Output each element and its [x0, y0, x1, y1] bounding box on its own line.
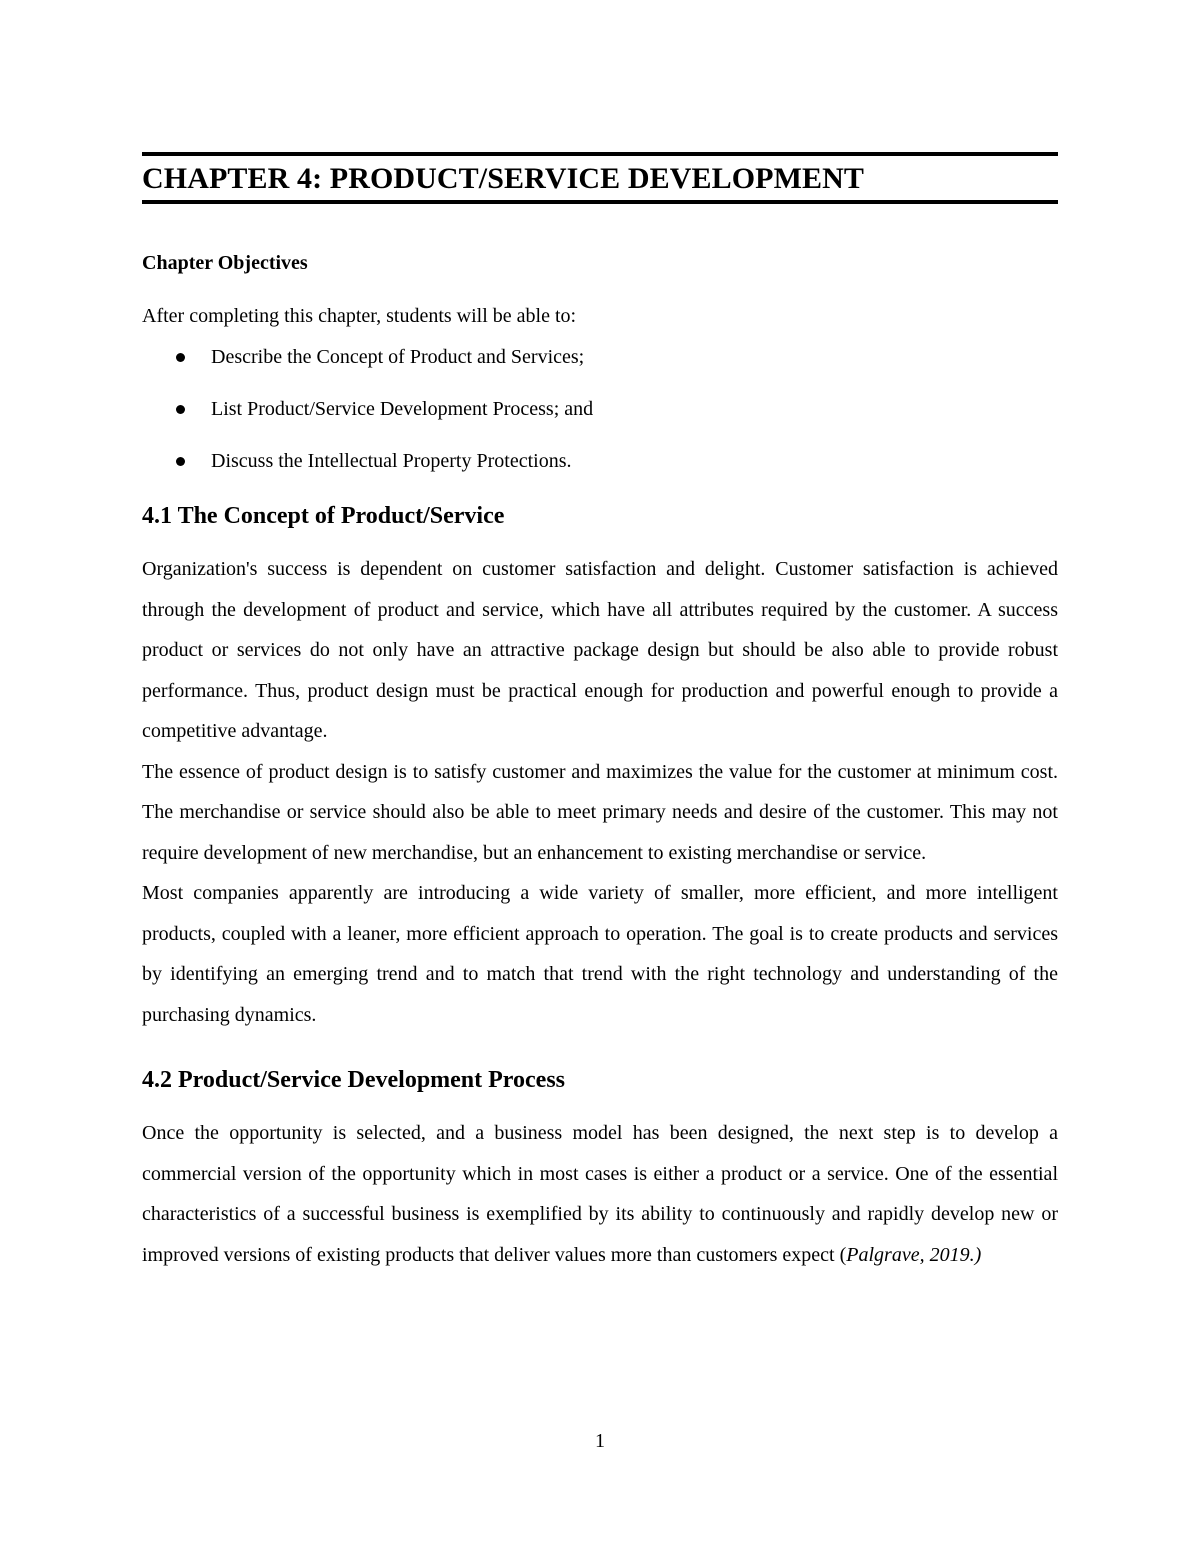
objectives-intro: After completing this chapter, students will be able to: [142, 305, 577, 327]
section2-paragraph-text: Once the opportunity is selected, and a business model has been designed, the next step is to develop a commercial version of the opportunity which in most cases is either a product or a service. One of the essential characteristics of a successful business is exemplified by its ability to continuously and rapidly develop new or improved versions of existing products that deliver values more than customers expect [142, 1122, 1058, 1266]
objective-item [142, 345, 1058, 369]
section2-paragraph-1 [142, 1113, 1058, 1275]
title-rule-bottom [142, 200, 1058, 204]
section1-paragraph-2: The essence of product design is to satisfy customer and maximizes the value for the customer at minimum cost. The merchandise or service should also be able to meet primary needs and desire of the customer. This may not require development of new merchandise, but an enhancement to existing merchandise or service. [142, 760, 1058, 864]
section-heading-4-2: 4.2 Product/Service Development Process [142, 1067, 566, 1093]
objective-text: Describe the Concept of Product and Services; [211, 346, 585, 368]
citation: Palgrave, 2019.) [846, 1243, 982, 1266]
objective-text: Discuss the Intellectual Property Protections. [211, 450, 572, 472]
bullet-icon [176, 457, 185, 466]
objective-item [142, 397, 1058, 421]
section1-paragraph-1: Organization's success is dependent on customer satisfaction and delight. Customer satisfaction is achieved through the development of product and service, which have all attributes required by the customer. A success product or services do not only have an attractive package design but should be also able to provide robust performance. Thus, product design must be practical enough for production and powerful enough to provide a competitive advantage. [142, 558, 1058, 742]
citation-open: ( [834, 1243, 847, 1266]
objectives-list [142, 345, 1058, 473]
objectives-heading: Chapter Objectives [142, 252, 308, 274]
objective-text: List Product/Service Development Process; and [211, 398, 594, 420]
document-page [142, 152, 1058, 1275]
section-heading-4-1: 4.1 The Concept of Product/Service [142, 503, 505, 529]
objective-item [142, 449, 1058, 473]
chapter-title: CHAPTER 4: PRODUCT/SERVICE DEVELOPMENT [142, 162, 864, 195]
bullet-icon [176, 405, 185, 414]
title-rule-top [142, 152, 1058, 156]
page-number: 1 [595, 1430, 605, 1452]
bullet-icon [176, 353, 185, 362]
section1-paragraph-3: Most companies apparently are introducing a wide variety of smaller, more efficient, and more intelligent products, coupled with a leaner, more efficient approach to operation. The goal is to create products and services by identifying an emerging trend and to match that trend with the right technology and understanding of the purchasing dynamics. [142, 882, 1058, 1026]
